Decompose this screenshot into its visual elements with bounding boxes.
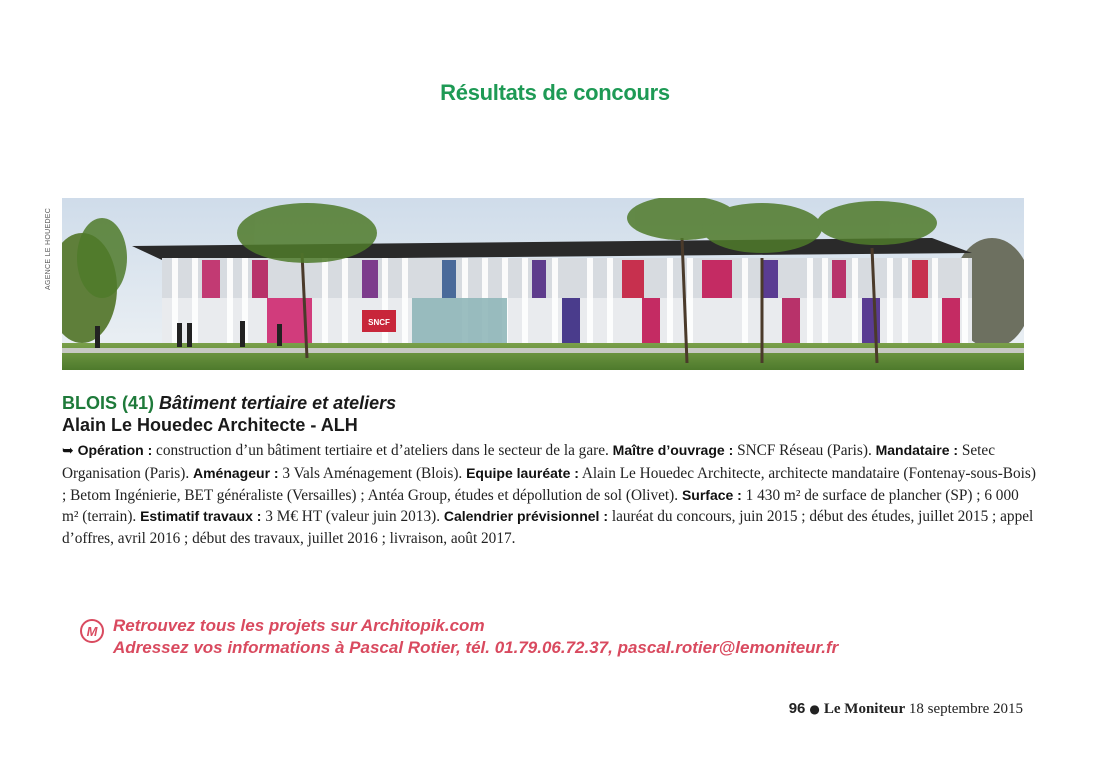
page-number: 96 (788, 700, 806, 717)
photo-credit: AGENCE LE HOUEDEC (45, 207, 52, 290)
mandataire-label: Mandataire : (875, 442, 959, 458)
article-headline (62, 393, 396, 414)
right-arrow-icon: ➥ (62, 443, 74, 459)
estimatif-text: 3 M€ HT (valeur juin 2013). (261, 508, 444, 526)
equipe-text: Alain Le Houedec Architecte, architecte mandataire (Fontenay-sous-Bois) ; Betom Ingénierie, BET généraliste (Versailles) ; Antéa Group, études et dépollution de sol (Olivet). (62, 464, 1036, 504)
architect-name: Alain Le Houedec Architecte - ALH (62, 415, 358, 435)
issue-date: 18 septembre 2015 (908, 701, 1023, 717)
headline-city: BLOIS (41) (62, 393, 155, 413)
operation-text: construction d’un bâtiment tertiaire et d’ateliers dans le secteur de la gare. (152, 442, 613, 459)
equipe-label: Equipe lauréate : (466, 464, 579, 481)
operation-label: Opération : (77, 442, 153, 458)
magazine-name: Le Moniteur (823, 701, 906, 717)
estimatif-label: Estimatif travaux : (140, 508, 262, 525)
surface-label: Surface : (681, 486, 742, 503)
amenageur-text: 3 Vals Aménagement (Blois). (278, 464, 467, 482)
promo-architopik-link[interactable]: Retrouvez tous les projets sur Architopik.com (113, 616, 485, 635)
moa-label: Maître d’ouvrage : (612, 442, 734, 458)
headline-subject: Bâtiment tertiaire et ateliers (159, 393, 397, 413)
bullet-icon: ● (809, 702, 820, 716)
page-footer (789, 700, 1023, 718)
section-title: Résultats de concours (440, 80, 670, 105)
amenageur-label: Aménageur : (193, 464, 279, 481)
sncf-sign: SNCF (368, 318, 390, 327)
moniteur-logo-icon (79, 618, 105, 644)
surface-text: 1 430 m² de surface de plancher (SP) ; 6 000 m² (terrain). (62, 486, 1019, 526)
mandataire-text: Setec Organisation (Paris). (62, 442, 996, 482)
promo-contact[interactable]: Adressez vos informations à Pascal Rotier, tél. 01.79.06.72.37, pascal.rotier@lemoniteur.fr (113, 638, 839, 657)
calendrier-label: Calendrier prévisionnel : (443, 508, 609, 525)
moa-text: SNCF Réseau (Paris). (733, 442, 876, 459)
building-rendering-image (62, 198, 1024, 370)
article-body (62, 440, 1037, 550)
calendrier-text: lauréat du concours, juin 2015 ; début des études, juillet 2015 ; appel d’offres, avril 2016 ; début des travaux, juillet 2016 ; livraison, août 2017. (62, 508, 1034, 548)
promo-box (77, 616, 837, 666)
svg-text:M: M (86, 624, 98, 639)
